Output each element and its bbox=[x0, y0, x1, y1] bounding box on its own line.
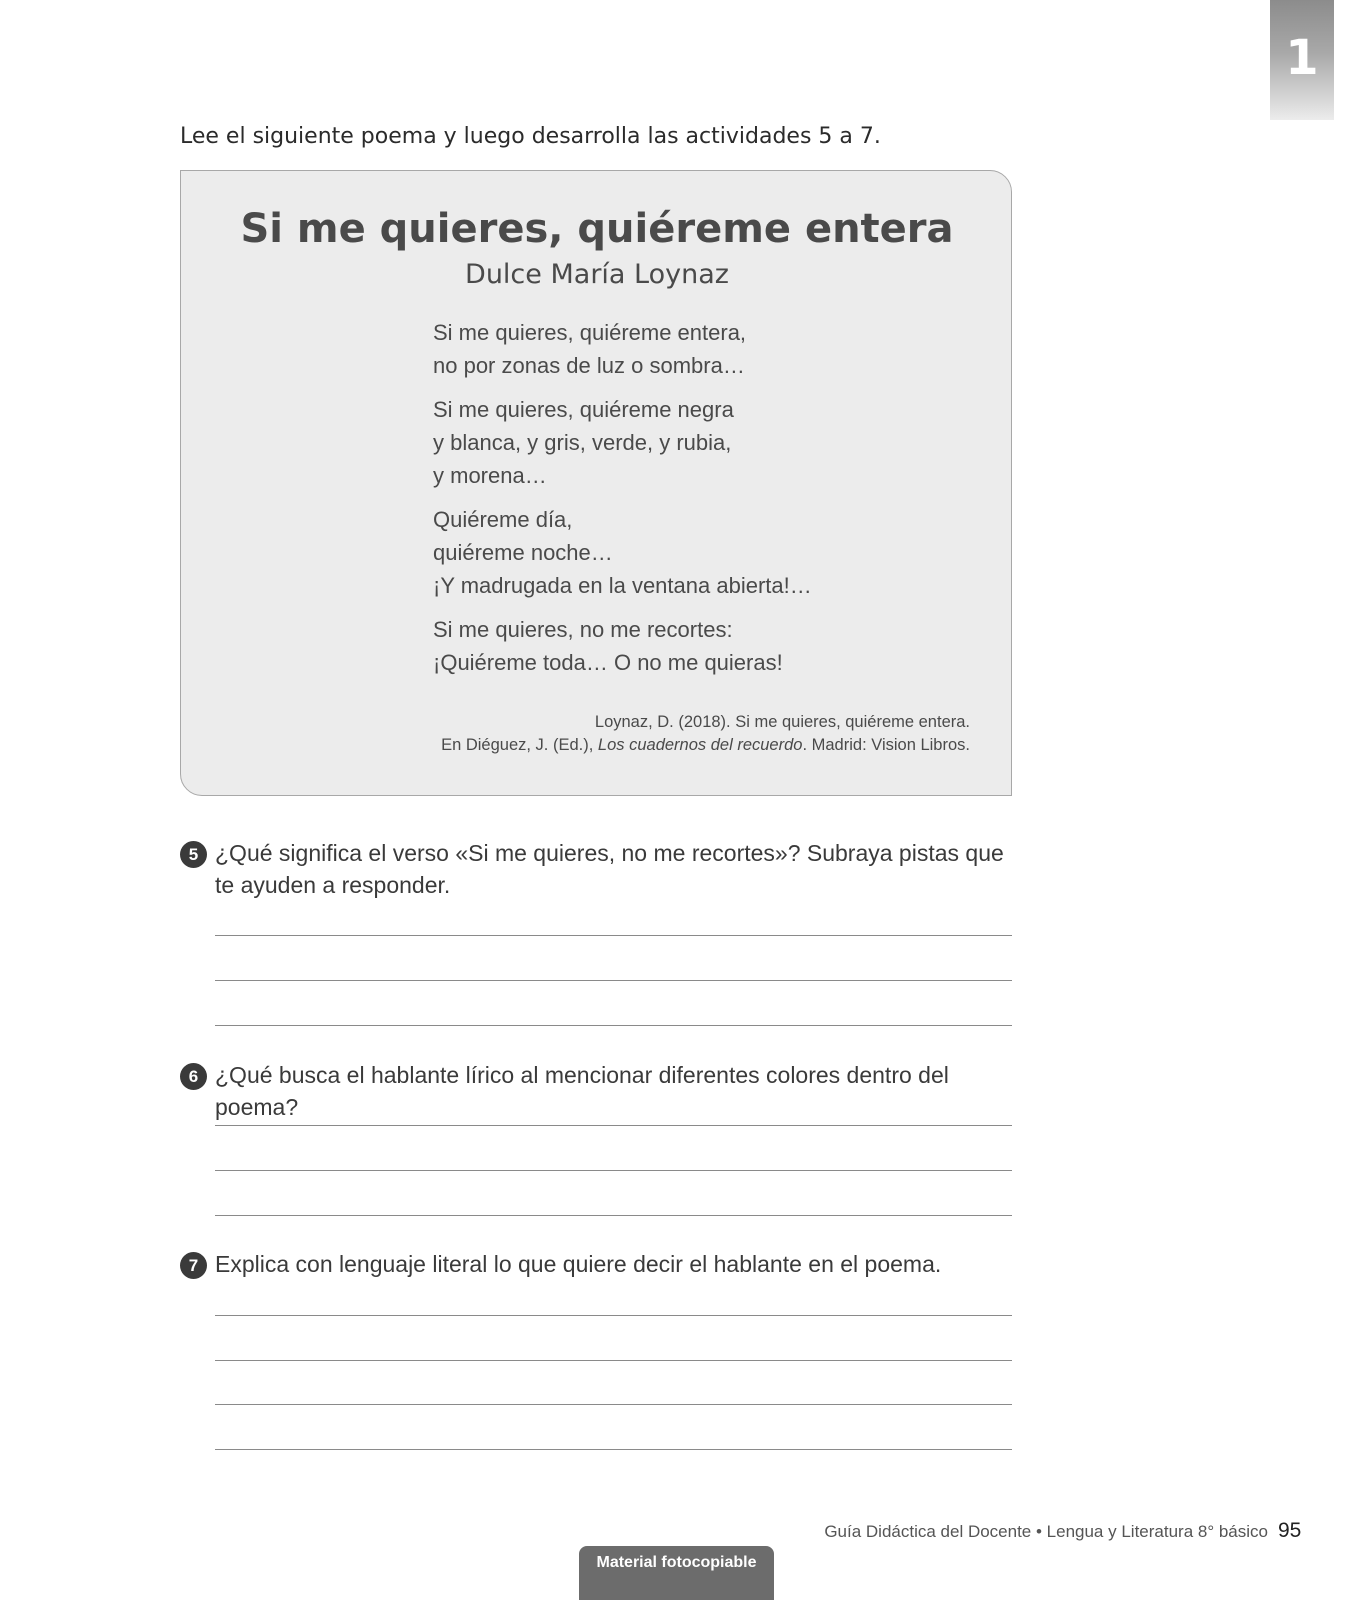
answer-line[interactable] bbox=[215, 1215, 1012, 1216]
source-line-2 bbox=[441, 734, 970, 757]
question-text: ¿Qué significa el verso «Si me quieres, no me recortes»? Subraya pistas que te ayuden a responder. bbox=[215, 840, 1004, 898]
verse: Si me quieres, quiéreme negra bbox=[433, 397, 734, 422]
photocopy-label: Material fotocopiable bbox=[579, 1546, 774, 1600]
answer-line[interactable] bbox=[215, 1170, 1012, 1171]
question-text: ¿Qué busca el hablante lírico al mencionar diferentes colores dentro del poema? bbox=[215, 1062, 949, 1120]
verse: y blanca, y gris, verde, y rubia, bbox=[433, 430, 732, 455]
question-number-badge: 7 bbox=[180, 1252, 207, 1279]
page-number: 95 bbox=[1278, 1519, 1302, 1542]
answer-line[interactable] bbox=[215, 1449, 1012, 1450]
poem-title: Si me quieres, quiéreme entera bbox=[240, 206, 954, 252]
answer-line[interactable] bbox=[215, 980, 1012, 981]
verse: no por zonas de luz o sombra… bbox=[433, 353, 745, 378]
instructions: Lee el siguiente poema y luego desarrolla las actividades 5 a 7. bbox=[180, 124, 881, 149]
verse: ¡Y madrugada en la ventana abierta!… bbox=[433, 573, 812, 598]
answer-line[interactable] bbox=[215, 1404, 1012, 1405]
source-line-1: Loynaz, D. (2018). Si me quieres, quiéreme entera. bbox=[594, 713, 970, 731]
answer-line[interactable] bbox=[215, 1025, 1012, 1026]
source-suffix: . Madrid: Vision Libros. bbox=[802, 735, 970, 754]
stanza bbox=[433, 613, 812, 679]
poem-box bbox=[180, 170, 1012, 796]
answer-line[interactable] bbox=[215, 1360, 1012, 1361]
verse: y morena… bbox=[433, 463, 547, 488]
poem-source bbox=[441, 711, 970, 756]
source-book-title: Los cuadernos del recuerdo bbox=[597, 735, 803, 754]
stanza bbox=[433, 503, 812, 602]
question-text: Explica con lenguaje literal lo que quiere decir el hablante en el poema. bbox=[215, 1251, 942, 1277]
question-number-badge: 5 bbox=[180, 841, 207, 868]
answer-line[interactable] bbox=[215, 935, 1012, 936]
verse: quiéreme noche… bbox=[433, 540, 613, 565]
verse: Quiéreme día, bbox=[433, 507, 573, 532]
answer-line[interactable] bbox=[215, 1315, 1012, 1316]
footer-title: Guía Didáctica del Docente • Lengua y Literatura 8° básico bbox=[824, 1522, 1268, 1541]
source-prefix: En Diéguez, J. (Ed.), bbox=[441, 735, 594, 754]
poem-author: Dulce María Loynaz bbox=[465, 259, 729, 290]
verse: ¡Quiéreme toda… O no me quieras! bbox=[433, 650, 783, 675]
verse: Si me quieres, no me recortes: bbox=[433, 617, 733, 642]
poem-body bbox=[433, 316, 812, 690]
verse: Si me quieres, quiéreme entera, bbox=[433, 320, 747, 345]
unit-number: 1 bbox=[1285, 30, 1319, 86]
stanza bbox=[433, 316, 812, 382]
stanza bbox=[433, 393, 812, 492]
unit-tab bbox=[1270, 0, 1334, 120]
question-number-badge: 6 bbox=[180, 1063, 207, 1090]
answer-line[interactable] bbox=[215, 1125, 1012, 1126]
